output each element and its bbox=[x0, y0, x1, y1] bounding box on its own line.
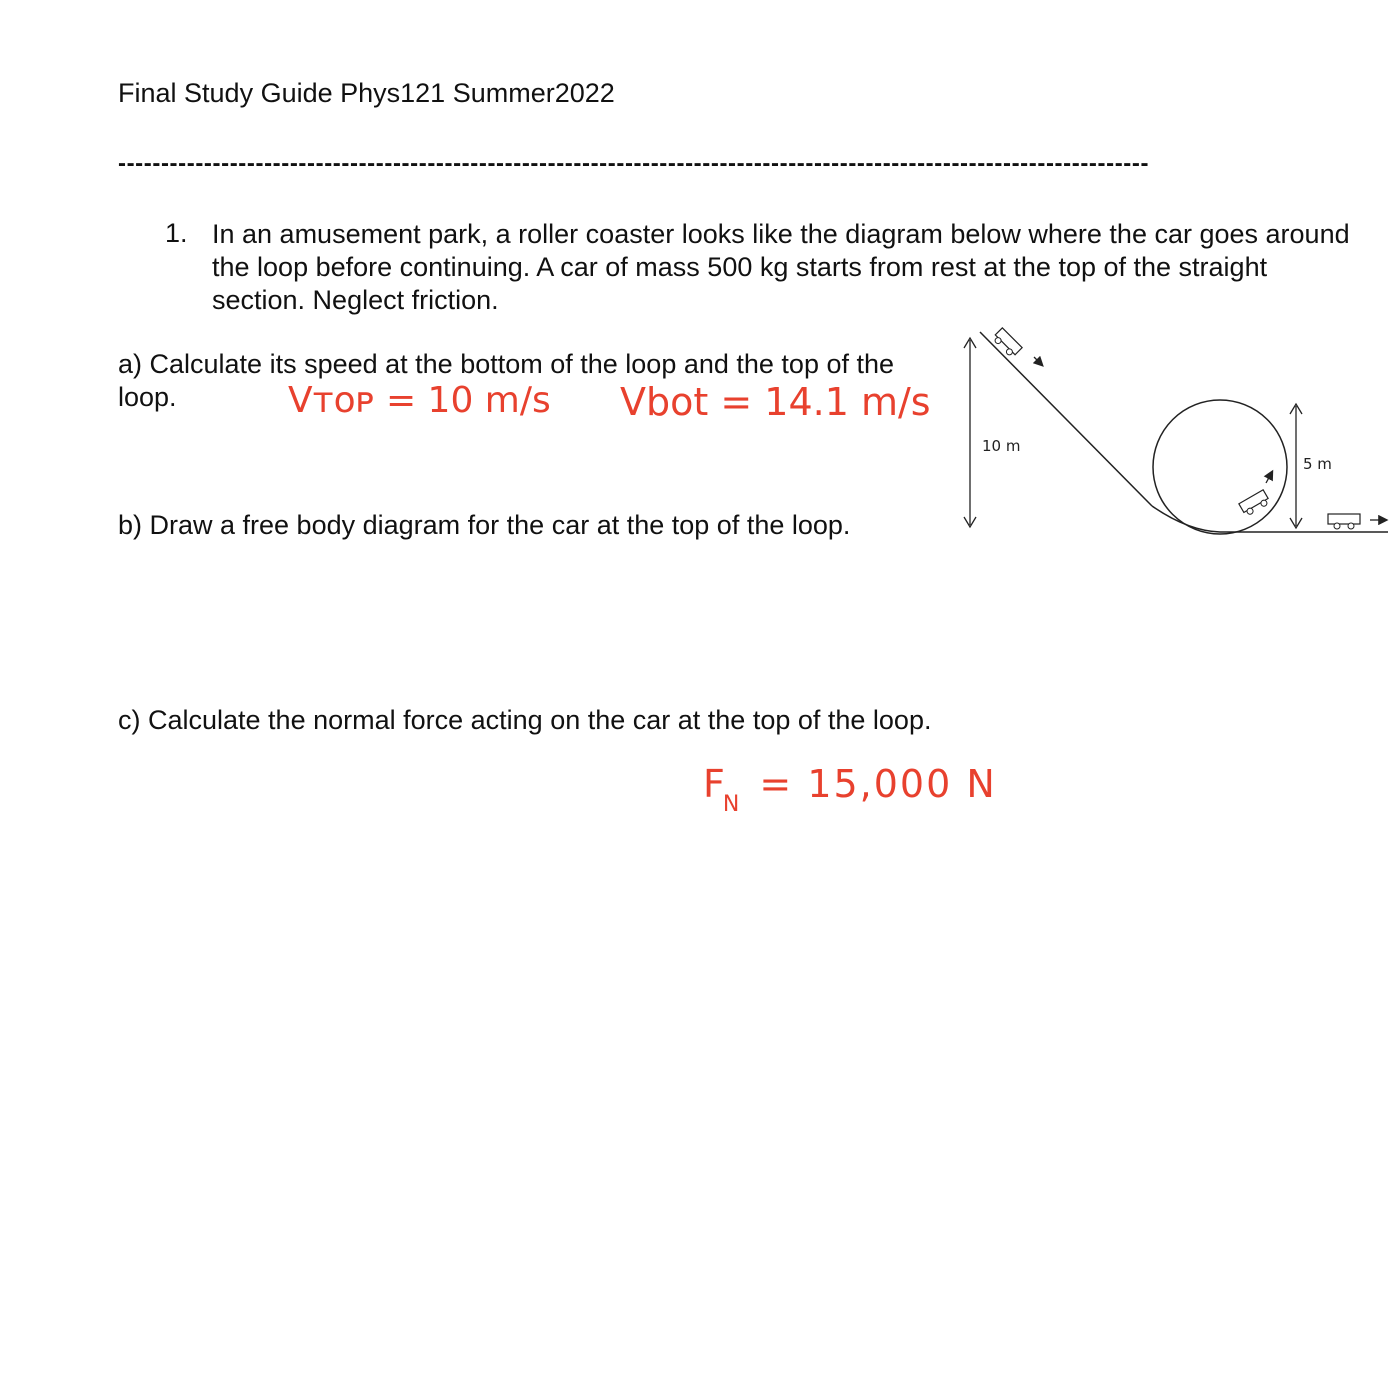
loop-height-label: 5 m bbox=[1303, 455, 1332, 473]
loop-track bbox=[1153, 400, 1287, 534]
page-title: Final Study Guide Phys121 Summer2022 bbox=[118, 78, 615, 108]
car-loop-icon bbox=[1239, 490, 1271, 517]
car-top-arrow bbox=[1034, 357, 1042, 365]
part-b-prompt: b) Draw a free body diagram for the car at the top of the loop. bbox=[118, 510, 851, 540]
question-text: In an amusement park, a roller coaster looks like the diagram below where the car goes around the loop before continuing. A car of mass 500 kg starts from rest at the top of the straight section. Neglect friction. bbox=[212, 219, 1350, 315]
roller-coaster-diagram bbox=[958, 320, 1398, 550]
handwritten-normal-force bbox=[703, 762, 997, 817]
fn-symbol: F bbox=[703, 762, 727, 806]
handwritten-v-top: Vᴛᴏᴘ = 10 m/s bbox=[288, 380, 551, 421]
separator-line: ------------------------------------------------------------------------------------------------------------------------ bbox=[118, 150, 1150, 177]
handwritten-v-bot: Vbot = 14.1 m/s bbox=[620, 380, 931, 424]
part-c-prompt: c) Calculate the normal force acting on the car at the top of the loop. bbox=[118, 705, 932, 735]
height-label: 10 m bbox=[982, 437, 1021, 455]
car-top-icon bbox=[992, 328, 1022, 358]
car-loop-arrow bbox=[1266, 472, 1272, 483]
car-exit-icon bbox=[1328, 514, 1360, 529]
question-number: 1. bbox=[165, 218, 188, 248]
fn-value: = 15,000 N bbox=[745, 762, 997, 806]
part-a-prompt: a) Calculate its speed at the bottom of the loop and the top of the loop. bbox=[118, 349, 895, 412]
incline-track bbox=[980, 332, 1152, 506]
fn-subscript: N bbox=[722, 792, 742, 817]
